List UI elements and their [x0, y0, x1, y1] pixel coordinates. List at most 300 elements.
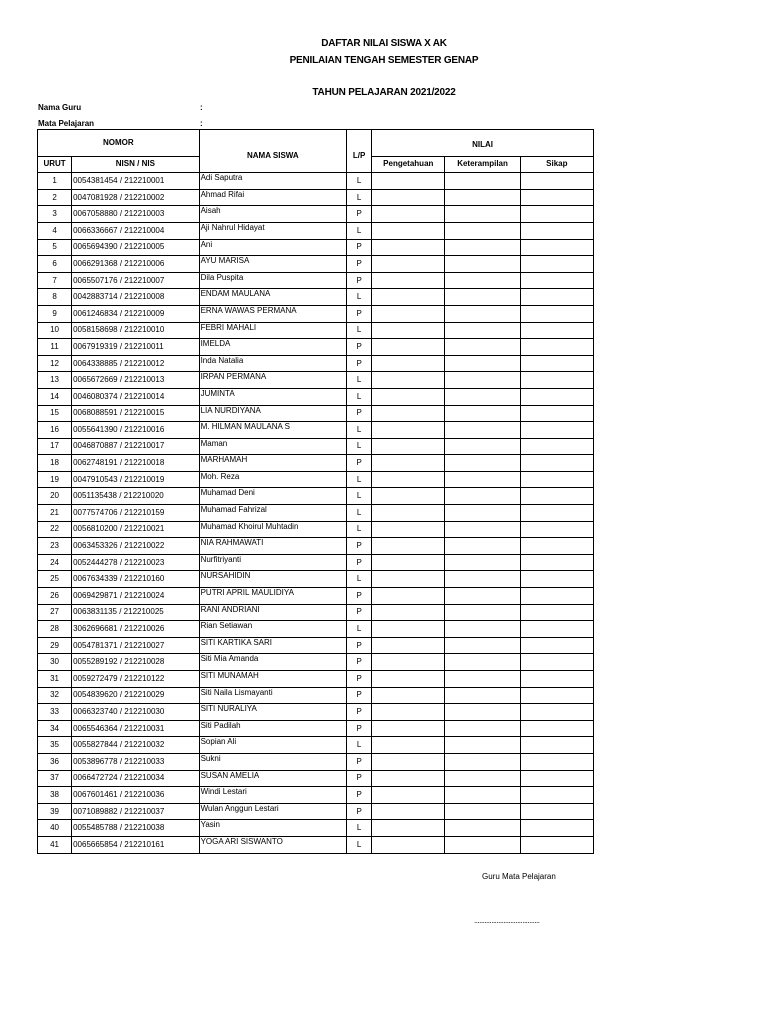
row-nilai-sikap	[520, 787, 593, 804]
table-row	[38, 272, 594, 289]
row-nisn-nis: 0069429871 / 212210024	[72, 588, 199, 605]
header-nomor: NOMOR	[38, 130, 200, 157]
row-urut: 37	[38, 770, 72, 787]
row-nama-siswa: Aisah	[199, 206, 347, 223]
row-nama-siswa: ERNA WAWAS PERMANA	[199, 305, 347, 322]
row-lp: P	[347, 554, 372, 571]
row-nama-siswa: SITI MUNAMAH	[199, 671, 347, 688]
row-nisn-nis: 0054381454 / 212210001	[72, 173, 199, 190]
row-urut: 29	[38, 637, 72, 654]
row-nisn-nis: 0055485788 / 212210038	[72, 820, 199, 837]
grade-rows	[38, 173, 594, 853]
table-row	[38, 488, 594, 505]
row-nilai-pengetahuan	[372, 405, 445, 422]
row-nisn-nis: 0046080374 / 212210014	[72, 388, 199, 405]
row-nilai-keterampilan	[445, 737, 520, 754]
row-nilai-pengetahuan	[372, 189, 445, 206]
row-nilai-pengetahuan	[372, 438, 445, 455]
row-nama-siswa: Siti Naila Lismayanti	[199, 687, 347, 704]
row-nilai-pengetahuan	[372, 588, 445, 605]
row-lp: P	[347, 803, 372, 820]
row-nama-siswa: Ahmad Rifai	[199, 189, 347, 206]
row-nama-siswa: Dila Puspita	[199, 272, 347, 289]
header-pengetahuan: Pengetahuan	[372, 156, 445, 173]
row-nilai-keterampilan	[445, 621, 520, 638]
row-nilai-keterampilan	[445, 488, 520, 505]
row-lp: P	[347, 256, 372, 273]
row-lp: P	[347, 272, 372, 289]
meta-nama-guru-label: Nama Guru	[38, 103, 82, 112]
table-row	[38, 571, 594, 588]
row-nilai-pengetahuan	[372, 753, 445, 770]
header-keterampilan: Keterampilan	[445, 156, 520, 173]
row-lp: P	[347, 720, 372, 737]
row-urut: 18	[38, 455, 72, 472]
table-row	[38, 704, 594, 721]
row-lp: L	[347, 571, 372, 588]
row-nama-siswa: Moh. Reza	[199, 471, 347, 488]
row-nisn-nis: 0055641390 / 212210016	[72, 422, 199, 439]
row-lp: L	[347, 289, 372, 306]
row-nilai-sikap	[520, 737, 593, 754]
row-nisn-nis: 0042883714 / 212210008	[72, 289, 199, 306]
row-nama-siswa: LIA NURDIYANA	[199, 405, 347, 422]
table-row	[38, 422, 594, 439]
row-nilai-keterampilan	[445, 671, 520, 688]
table-row	[38, 322, 594, 339]
table-row	[38, 604, 594, 621]
row-nilai-keterampilan	[445, 637, 520, 654]
row-nilai-sikap	[520, 239, 593, 256]
row-nilai-keterampilan	[445, 654, 520, 671]
row-nisn-nis: 0064338885 / 212210012	[72, 355, 199, 372]
table-row	[38, 820, 594, 837]
signature-line: ......................................	[474, 916, 540, 925]
row-nilai-pengetahuan	[372, 388, 445, 405]
header-sikap: Sikap	[520, 156, 593, 173]
table-row	[38, 521, 594, 538]
table-row	[38, 222, 594, 239]
row-urut: 24	[38, 554, 72, 571]
row-lp: P	[347, 637, 372, 654]
row-urut: 8	[38, 289, 72, 306]
row-nilai-keterampilan	[445, 405, 520, 422]
row-nilai-sikap	[520, 720, 593, 737]
table-row	[38, 654, 594, 671]
row-nilai-sikap	[520, 820, 593, 837]
row-urut: 22	[38, 521, 72, 538]
row-nilai-keterampilan	[445, 787, 520, 804]
row-nama-siswa: PUTRI APRIL MAULIDIYA	[199, 588, 347, 605]
row-nilai-sikap	[520, 505, 593, 522]
row-urut: 35	[38, 737, 72, 754]
row-lp: P	[347, 654, 372, 671]
table-row	[38, 836, 594, 853]
row-nilai-pengetahuan	[372, 671, 445, 688]
row-nilai-pengetahuan	[372, 505, 445, 522]
row-urut: 15	[38, 405, 72, 422]
row-lp: P	[347, 704, 372, 721]
row-nilai-pengetahuan	[372, 770, 445, 787]
row-lp: P	[347, 604, 372, 621]
table-row	[38, 305, 594, 322]
row-nilai-pengetahuan	[372, 720, 445, 737]
row-nisn-nis: 0067601461 / 212210036	[72, 787, 199, 804]
row-lp: P	[347, 355, 372, 372]
row-nilai-pengetahuan	[372, 554, 445, 571]
row-nilai-sikap	[520, 305, 593, 322]
row-urut: 12	[38, 355, 72, 372]
row-nilai-keterampilan	[445, 422, 520, 439]
row-nama-siswa: Aji Nahrul Hidayat	[199, 222, 347, 239]
row-nilai-pengetahuan	[372, 538, 445, 555]
signer-label: Guru Mata Pelajaran	[482, 872, 556, 881]
row-nilai-sikap	[520, 471, 593, 488]
row-lp: L	[347, 737, 372, 754]
row-urut: 7	[38, 272, 72, 289]
row-nilai-sikap	[520, 189, 593, 206]
row-lp: L	[347, 521, 372, 538]
row-urut: 4	[38, 222, 72, 239]
row-nilai-keterampilan	[445, 836, 520, 853]
row-nilai-pengetahuan	[372, 704, 445, 721]
row-lp: P	[347, 455, 372, 472]
row-nilai-sikap	[520, 289, 593, 306]
header-urut: URUT	[38, 156, 72, 173]
row-nilai-sikap	[520, 588, 593, 605]
meta-nama-guru-colon: :	[200, 103, 203, 112]
row-lp: P	[347, 753, 372, 770]
row-nama-siswa: IMELDA	[199, 339, 347, 356]
row-nama-siswa: SITI KARTIKA SARI	[199, 637, 347, 654]
row-nilai-keterampilan	[445, 322, 520, 339]
row-urut: 21	[38, 505, 72, 522]
row-lp: L	[347, 505, 372, 522]
row-nilai-sikap	[520, 538, 593, 555]
row-nilai-sikap	[520, 687, 593, 704]
row-nilai-pengetahuan	[372, 488, 445, 505]
row-nilai-sikap	[520, 222, 593, 239]
row-nilai-sikap	[520, 554, 593, 571]
row-nama-siswa: M. HILMAN MAULANA S	[199, 422, 347, 439]
row-nama-siswa: Sopian Ali	[199, 737, 347, 754]
row-lp: P	[347, 770, 372, 787]
table-row	[38, 753, 594, 770]
header-nama-siswa: NAMA SISWA	[199, 130, 347, 173]
row-nisn-nis: 0065507176 / 212210007	[72, 272, 199, 289]
row-nilai-sikap	[520, 322, 593, 339]
row-nilai-keterampilan	[445, 239, 520, 256]
row-nilai-sikap	[520, 803, 593, 820]
row-nilai-keterampilan	[445, 206, 520, 223]
header-nisn-nis: NISN / NIS	[72, 156, 199, 173]
row-nilai-sikap	[520, 671, 593, 688]
row-urut: 30	[38, 654, 72, 671]
row-nilai-pengetahuan	[372, 455, 445, 472]
row-nisn-nis: 0066323740 / 212210030	[72, 704, 199, 721]
row-nisn-nis: 0065694390 / 212210005	[72, 239, 199, 256]
row-nilai-keterampilan	[445, 554, 520, 571]
row-nilai-pengetahuan	[372, 687, 445, 704]
table-row	[38, 671, 594, 688]
row-nilai-keterampilan	[445, 770, 520, 787]
title-line-1: DAFTAR NILAI SISWA X AK	[321, 38, 447, 49]
row-nilai-keterampilan	[445, 521, 520, 538]
row-nilai-keterampilan	[445, 372, 520, 389]
row-nilai-sikap	[520, 521, 593, 538]
row-urut: 2	[38, 189, 72, 206]
row-nilai-sikap	[520, 388, 593, 405]
row-nilai-pengetahuan	[372, 820, 445, 837]
table-row	[38, 339, 594, 356]
row-nisn-nis: 0054839620 / 212210029	[72, 687, 199, 704]
row-nilai-sikap	[520, 836, 593, 853]
row-nilai-sikap	[520, 488, 593, 505]
row-urut: 11	[38, 339, 72, 356]
row-nisn-nis: 0065546364 / 212210031	[72, 720, 199, 737]
row-nilai-keterampilan	[445, 720, 520, 737]
row-nisn-nis: 3062696681 / 212210026	[72, 621, 199, 638]
row-lp: L	[347, 388, 372, 405]
row-nisn-nis: 0066336667 / 212210004	[72, 222, 199, 239]
table-row	[38, 505, 594, 522]
table-row	[38, 256, 594, 273]
row-lp: L	[347, 173, 372, 190]
table-row	[38, 588, 594, 605]
table-row	[38, 189, 594, 206]
row-nama-siswa: IRPAN PERMANA	[199, 372, 347, 389]
row-nisn-nis: 0059272479 / 212210122	[72, 671, 199, 688]
row-nilai-pengetahuan	[372, 322, 445, 339]
table-row	[38, 637, 594, 654]
row-nilai-sikap	[520, 339, 593, 356]
row-nilai-sikap	[520, 355, 593, 372]
row-nisn-nis: 0068088591 / 212210015	[72, 405, 199, 422]
row-nilai-sikap	[520, 438, 593, 455]
header-lp: L/P	[347, 130, 372, 173]
row-nisn-nis: 0067058880 / 212210003	[72, 206, 199, 223]
row-nilai-keterampilan	[445, 820, 520, 837]
row-nisn-nis: 0061246834 / 212210009	[72, 305, 199, 322]
table-row	[38, 455, 594, 472]
row-nilai-pengetahuan	[372, 803, 445, 820]
table-row	[38, 405, 594, 422]
row-nilai-pengetahuan	[372, 604, 445, 621]
row-nama-siswa: Adi Saputra	[199, 173, 347, 190]
row-lp: L	[347, 471, 372, 488]
row-nilai-sikap	[520, 654, 593, 671]
row-lp: L	[347, 621, 372, 638]
row-nilai-pengetahuan	[372, 206, 445, 223]
row-nama-siswa: FEBRI MAHALI	[199, 322, 347, 339]
row-nilai-keterampilan	[445, 355, 520, 372]
row-urut: 16	[38, 422, 72, 439]
row-nilai-sikap	[520, 206, 593, 223]
row-nilai-pengetahuan	[372, 239, 445, 256]
row-urut: 26	[38, 588, 72, 605]
row-nilai-sikap	[520, 770, 593, 787]
row-nilai-pengetahuan	[372, 621, 445, 638]
row-nama-siswa: JUMINTA	[199, 388, 347, 405]
row-nilai-keterampilan	[445, 803, 520, 820]
row-lp: L	[347, 820, 372, 837]
row-lp: P	[347, 687, 372, 704]
row-nama-siswa: Siti Padilah	[199, 720, 347, 737]
table-row	[38, 206, 594, 223]
row-nilai-pengetahuan	[372, 305, 445, 322]
row-nilai-keterampilan	[445, 571, 520, 588]
table-row	[38, 803, 594, 820]
row-lp: L	[347, 322, 372, 339]
table-row	[38, 720, 594, 737]
row-nilai-pengetahuan	[372, 256, 445, 273]
title-line-2: PENILAIAN TENGAH SEMESTER GENAP	[289, 55, 479, 66]
row-nilai-keterampilan	[445, 438, 520, 455]
meta-nama-guru	[38, 103, 203, 112]
row-nama-siswa: Sukni	[199, 753, 347, 770]
row-urut: 39	[38, 803, 72, 820]
row-nama-siswa: Muhamad Khoirul Muhtadin	[199, 521, 347, 538]
row-nama-siswa: Yasin	[199, 820, 347, 837]
row-nama-siswa: SUSAN AMELIA	[199, 770, 347, 787]
row-nama-siswa: Ani	[199, 239, 347, 256]
table-row	[38, 355, 594, 372]
row-nilai-sikap	[520, 621, 593, 638]
row-urut: 40	[38, 820, 72, 837]
row-nilai-keterampilan	[445, 339, 520, 356]
row-lp: L	[347, 422, 372, 439]
header-nilai: NILAI	[372, 130, 594, 157]
row-nilai-pengetahuan	[372, 422, 445, 439]
row-urut: 17	[38, 438, 72, 455]
row-nisn-nis: 0055289192 / 212210028	[72, 654, 199, 671]
row-nama-siswa: Maman	[199, 438, 347, 455]
row-nilai-keterampilan	[445, 753, 520, 770]
row-nama-siswa: Muhamad Deni	[199, 488, 347, 505]
table-row	[38, 289, 594, 306]
row-nilai-sikap	[520, 637, 593, 654]
row-nilai-sikap	[520, 571, 593, 588]
row-nilai-keterampilan	[445, 305, 520, 322]
table-row	[38, 787, 594, 804]
row-nilai-keterampilan	[445, 471, 520, 488]
row-nisn-nis: 0047081928 / 212210002	[72, 189, 199, 206]
row-nilai-keterampilan	[445, 222, 520, 239]
row-nisn-nis: 0077574706 / 212210159	[72, 505, 199, 522]
row-nisn-nis: 0066291368 / 212210006	[72, 256, 199, 273]
row-nisn-nis: 0053896778 / 212210033	[72, 753, 199, 770]
row-nilai-pengetahuan	[372, 173, 445, 190]
row-nilai-keterampilan	[445, 455, 520, 472]
row-nama-siswa: SITI NURALIYA	[199, 704, 347, 721]
row-nilai-pengetahuan	[372, 289, 445, 306]
row-nama-siswa: YOGA ARI SISWANTO	[199, 836, 347, 853]
row-nisn-nis: 0063453326 / 212210022	[72, 538, 199, 555]
row-nilai-pengetahuan	[372, 654, 445, 671]
row-urut: 13	[38, 372, 72, 389]
row-urut: 9	[38, 305, 72, 322]
meta-mata-pelajaran	[38, 119, 203, 128]
table-row	[38, 471, 594, 488]
row-urut: 36	[38, 753, 72, 770]
row-urut: 5	[38, 239, 72, 256]
row-nilai-pengetahuan	[372, 521, 445, 538]
row-lp: P	[347, 538, 372, 555]
table-row	[38, 438, 594, 455]
row-nilai-keterampilan	[445, 289, 520, 306]
row-nilai-keterampilan	[445, 704, 520, 721]
row-nama-siswa: Siti Mia Amanda	[199, 654, 347, 671]
row-urut: 19	[38, 471, 72, 488]
row-urut: 32	[38, 687, 72, 704]
row-lp: P	[347, 239, 372, 256]
row-urut: 41	[38, 836, 72, 853]
row-lp: P	[347, 339, 372, 356]
row-nisn-nis: 0065665854 / 212210161	[72, 836, 199, 853]
row-lp: L	[347, 372, 372, 389]
row-nilai-sikap	[520, 272, 593, 289]
row-nisn-nis: 0063831135 / 212210025	[72, 604, 199, 621]
row-lp: P	[347, 206, 372, 223]
row-nilai-pengetahuan	[372, 222, 445, 239]
row-nilai-sikap	[520, 753, 593, 770]
row-nama-siswa: Windi Lestari	[199, 787, 347, 804]
row-nisn-nis: 0062748191 / 212210018	[72, 455, 199, 472]
row-urut: 38	[38, 787, 72, 804]
row-nilai-keterampilan	[445, 588, 520, 605]
row-nilai-pengetahuan	[372, 339, 445, 356]
row-urut: 20	[38, 488, 72, 505]
row-nama-siswa: NURSAHIDIN	[199, 571, 347, 588]
row-nisn-nis: 0054781371 / 212210027	[72, 637, 199, 654]
row-nama-siswa: RANI ANDRIANI	[199, 604, 347, 621]
table-row	[38, 687, 594, 704]
table-row	[38, 173, 594, 190]
row-urut: 31	[38, 671, 72, 688]
row-nisn-nis: 0058158698 / 212210010	[72, 322, 199, 339]
row-nama-siswa: MARHAMAH	[199, 455, 347, 472]
row-nisn-nis: 0071089882 / 212210037	[72, 803, 199, 820]
row-nama-siswa: ENDAM MAULANA	[199, 289, 347, 306]
row-nilai-keterampilan	[445, 256, 520, 273]
row-nisn-nis: 0056810200 / 212210021	[72, 521, 199, 538]
row-nilai-keterampilan	[445, 173, 520, 190]
row-nama-siswa: AYU MARISA	[199, 256, 347, 273]
row-nilai-pengetahuan	[372, 355, 445, 372]
row-urut: 28	[38, 621, 72, 638]
row-nilai-keterampilan	[445, 538, 520, 555]
row-nisn-nis: 0046870887 / 212210017	[72, 438, 199, 455]
row-urut: 14	[38, 388, 72, 405]
row-nilai-pengetahuan	[372, 787, 445, 804]
row-urut: 10	[38, 322, 72, 339]
title-line-3: TAHUN PELAJARAN 2021/2022	[312, 87, 456, 98]
row-nisn-nis: 0067634339 / 212210160	[72, 571, 199, 588]
row-nilai-sikap	[520, 256, 593, 273]
row-urut: 1	[38, 173, 72, 190]
row-nama-siswa: Inda Natalia	[199, 355, 347, 372]
table-row	[38, 239, 594, 256]
row-nama-siswa: Wulan Anggun Lestari	[199, 803, 347, 820]
row-nilai-sikap	[520, 455, 593, 472]
row-nama-siswa: Rian Setiawan	[199, 621, 347, 638]
table-row	[38, 554, 594, 571]
row-nilai-sikap	[520, 405, 593, 422]
row-nilai-pengetahuan	[372, 571, 445, 588]
row-nama-siswa: NIA RAHMAWATI	[199, 538, 347, 555]
row-nilai-sikap	[520, 422, 593, 439]
row-nilai-sikap	[520, 704, 593, 721]
